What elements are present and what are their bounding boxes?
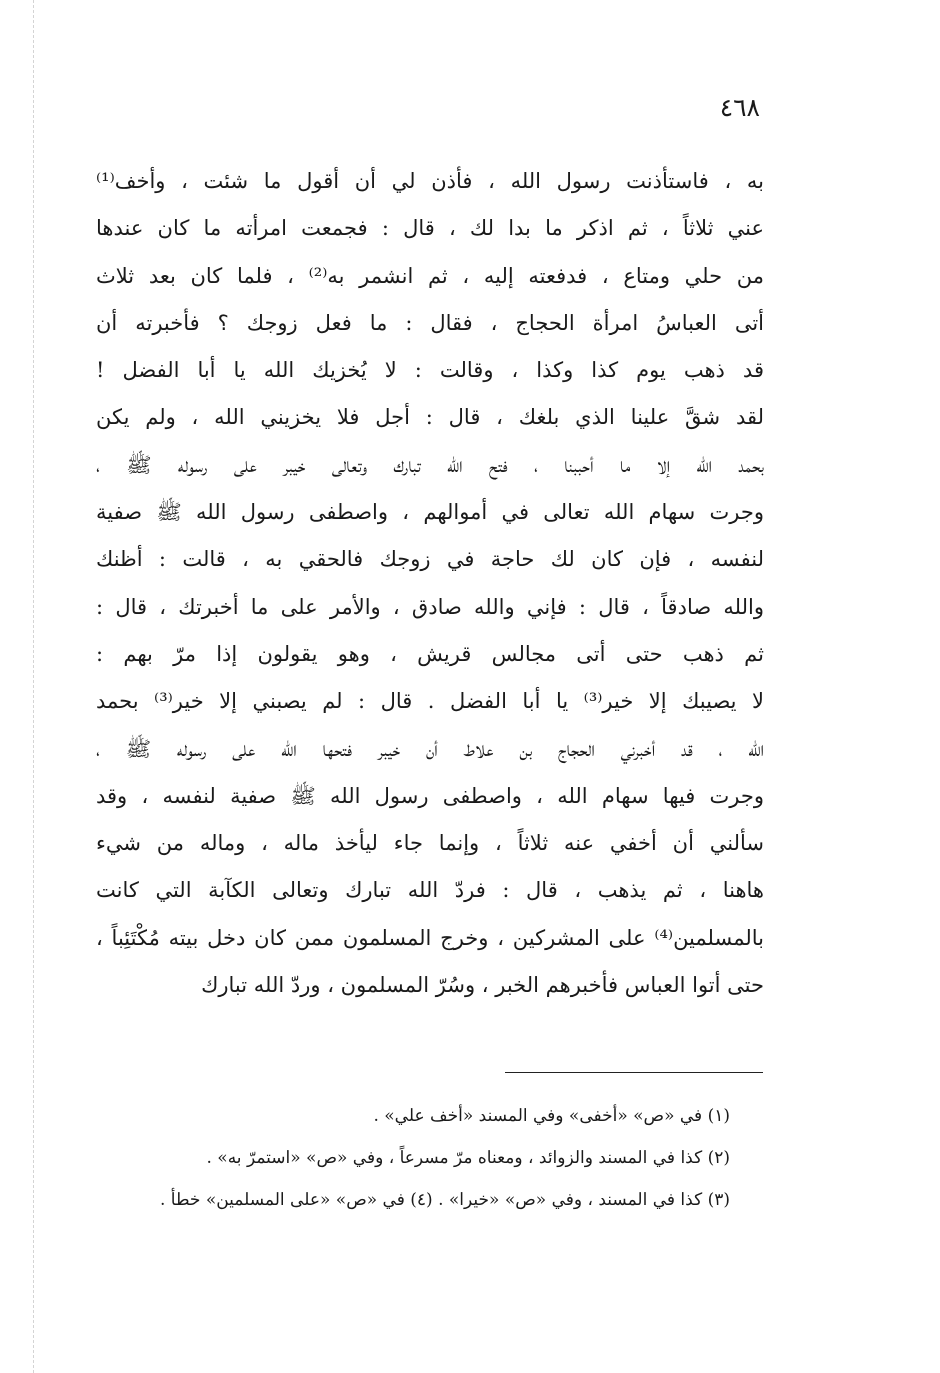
text-line: عني ثلاثاً ، ثم اذكر ما بدا لك ، قال : فجمعت امرأته ما كان عندها [96, 216, 764, 241]
text-line: لنفسه ، فإن كان لك حاجة في زوجك فالحقي به ، قالت : أظنك [96, 547, 764, 572]
text-line: لا يصيبك إلا خير⁽³⁾ يا أبا الفضل . قال : لم يصبني إلا خير⁽³⁾ بحمد [96, 689, 764, 714]
footnote: (١) في «ص» «أخفى» وفي المسند «أخف علي» . [373, 1106, 730, 1126]
text-line: وجرت فيها سهام الله ، واصطفى رسول الله ﷺ صفية لنفسه ، وقد [96, 783, 764, 808]
text-line: الله ، قد أخبرني الحجاج بن علاط أن خيبر فتحها الله على رسوله ﷺ ، [96, 736, 764, 761]
text-line: بحمد الله إلا ما أحببنا ، فتح الله تبارك وتعالى خيبر على رسوله ﷺ ، [96, 452, 764, 477]
footnote-separator [505, 1072, 763, 1073]
text-line: من حلي ومتاع ، فدفعته إليه ، ثم انشمر به⁽²⁾ ، فلما كان بعد ثلاث [96, 263, 764, 288]
footnote: (٣) كذا في المسند ، وفي «ص» «خيرا» . (٤) في «ص» «على المسلمين» خطأ . [159, 1190, 730, 1210]
footnote: (٢) كذا في المسند والزوائد ، ومعناه مرّ مسرعاً ، وفي «ص» «استمرّ به» . [206, 1148, 730, 1168]
footnotes [96, 1095, 730, 1221]
text-line: حتى أتوا العباس فأخبرهم الخبر ، وسُرّ المسلمون ، وردّ الله تبارك [201, 973, 764, 998]
text-line: أتى العباسُ امرأة الحجاج ، فقال : ما فعل زوجك ؟ فأخبرته أن [96, 310, 764, 335]
text-line: ثم ذهب حتى أتى مجالس قريش ، وهو يقولون إذا مرّ بهم : [96, 641, 764, 666]
text-line: والله صادقاً ، قال : فإني والله صادق ، والأمر على ما أخبرتك ، قال : [96, 594, 764, 619]
text-line: وجرت سهام الله تعالى في أموالهم ، واصطفى رسول الله ﷺ صفية [96, 500, 764, 525]
text-line: هاهنا ، ثم يذهب ، قال : فردّ الله تبارك وتعالى الكآبة التي كانت [96, 878, 764, 903]
text-line: به ، فاستأذنت رسول الله ، فأذن لي أن أقول ما شئت ، وأخف⁽¹⁾ [96, 169, 764, 193]
text-line: بالمسلمين⁽⁴⁾ على المشركين ، وخرج المسلمون ممن كان دخل بيته مُكْتَئِباً ، [96, 925, 764, 950]
left-margin-guide [33, 0, 34, 1373]
main-text [96, 158, 764, 1009]
text-line: قد ذهب يوم كذا وكذا ، وقالت : لا يُخزيك الله يا أبا الفضل ! [96, 358, 764, 383]
text-line: سألني أن أخفي عنه ثلاثاً ، وإنما جاء ليأخذ ماله ، وماله من شيء [96, 831, 764, 856]
page-number: ٤٦٨ [719, 93, 760, 122]
text-line: لقد شقَّ علينا الذي بلغك ، قال : أجل فلا يخزيني الله ، ولم يكن [96, 405, 764, 430]
